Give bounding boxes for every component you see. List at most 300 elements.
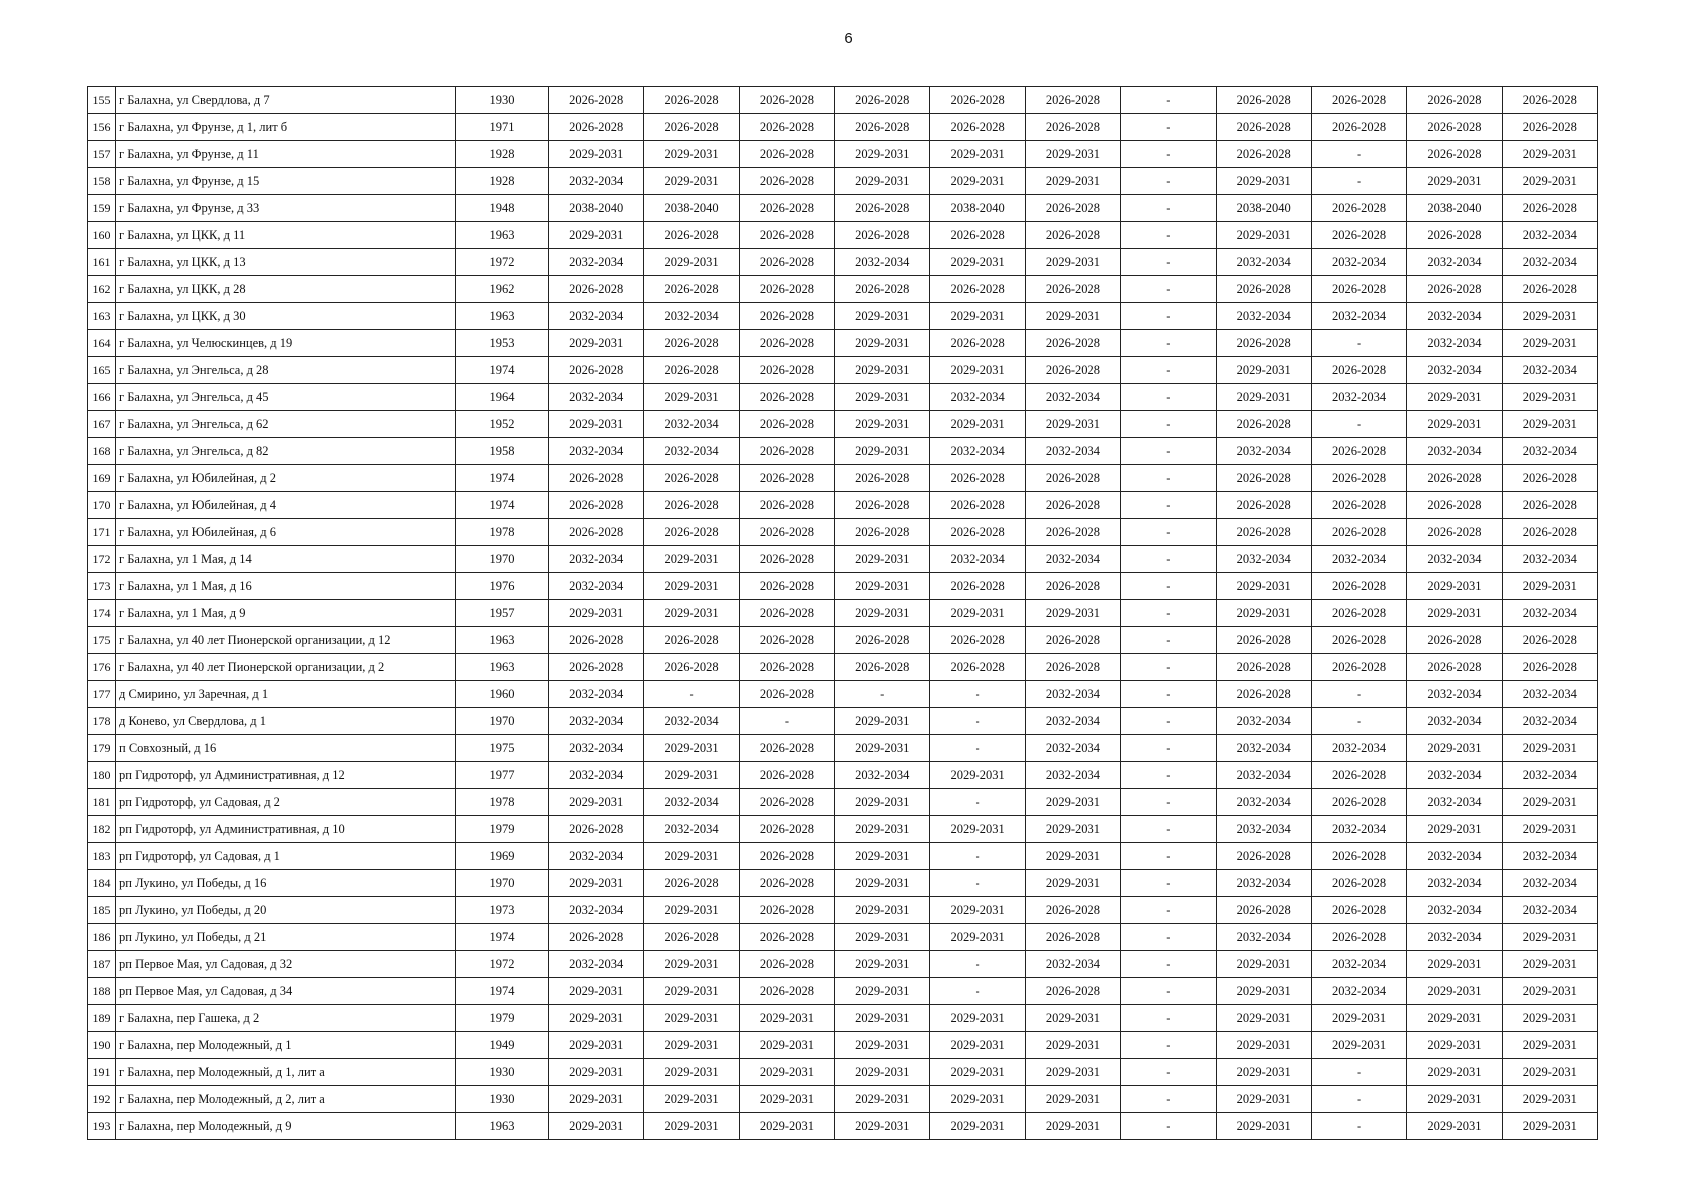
period-cell: 2026-2028 bbox=[739, 789, 834, 816]
table-row bbox=[88, 330, 1598, 357]
period-cell: 2026-2028 bbox=[1216, 330, 1311, 357]
period-cell: 2026-2028 bbox=[835, 465, 930, 492]
period-cell: 2026-2028 bbox=[1502, 492, 1597, 519]
period-cell: 2026-2028 bbox=[1025, 627, 1120, 654]
period-cell: 2026-2028 bbox=[644, 519, 739, 546]
period-cell: 2029-2031 bbox=[1216, 600, 1311, 627]
period-cell: 2026-2028 bbox=[644, 924, 739, 951]
table-row bbox=[88, 573, 1598, 600]
period-cell: 2026-2028 bbox=[930, 573, 1025, 600]
row-number-cell: 172 bbox=[88, 546, 116, 573]
table-row bbox=[88, 1113, 1598, 1140]
period-cell: 2026-2028 bbox=[549, 276, 644, 303]
period-cell: - bbox=[1121, 492, 1216, 519]
period-cell: 2026-2028 bbox=[930, 465, 1025, 492]
period-cell: 2032-2034 bbox=[1502, 708, 1597, 735]
period-cell: 2029-2031 bbox=[644, 1005, 739, 1032]
period-cell: 2026-2028 bbox=[1502, 195, 1597, 222]
period-cell: 2026-2028 bbox=[739, 816, 834, 843]
period-cell: 2026-2028 bbox=[1216, 897, 1311, 924]
period-cell: - bbox=[1121, 195, 1216, 222]
period-cell: 2026-2028 bbox=[1311, 762, 1406, 789]
period-cell: 2029-2031 bbox=[644, 1059, 739, 1086]
year-cell: 1958 bbox=[456, 438, 549, 465]
period-cell: 2029-2031 bbox=[549, 330, 644, 357]
period-cell: 2029-2031 bbox=[930, 303, 1025, 330]
row-number-cell: 160 bbox=[88, 222, 116, 249]
row-number-cell: 163 bbox=[88, 303, 116, 330]
period-cell: 2029-2031 bbox=[930, 168, 1025, 195]
period-cell: 2026-2028 bbox=[549, 924, 644, 951]
period-cell: 2029-2031 bbox=[835, 789, 930, 816]
year-cell: 1979 bbox=[456, 1005, 549, 1032]
period-cell: 2026-2028 bbox=[1502, 654, 1597, 681]
period-cell: 2026-2028 bbox=[1216, 492, 1311, 519]
period-cell: 2026-2028 bbox=[1025, 276, 1120, 303]
period-cell: 2032-2034 bbox=[549, 573, 644, 600]
period-cell: 2029-2031 bbox=[644, 573, 739, 600]
period-cell: 2032-2034 bbox=[1407, 924, 1502, 951]
period-cell: - bbox=[1121, 141, 1216, 168]
period-cell: 2026-2028 bbox=[1407, 492, 1502, 519]
period-cell: 2032-2034 bbox=[549, 708, 644, 735]
row-number-cell: 182 bbox=[88, 816, 116, 843]
period-cell: 2026-2028 bbox=[1025, 465, 1120, 492]
period-cell: 2026-2028 bbox=[1216, 627, 1311, 654]
period-cell: 2029-2031 bbox=[1407, 1113, 1502, 1140]
table-row bbox=[88, 492, 1598, 519]
period-cell: - bbox=[1121, 897, 1216, 924]
period-cell: 2026-2028 bbox=[549, 465, 644, 492]
year-cell: 1963 bbox=[456, 627, 549, 654]
period-cell: 2032-2034 bbox=[1025, 384, 1120, 411]
period-cell: - bbox=[1121, 924, 1216, 951]
row-number-cell: 186 bbox=[88, 924, 116, 951]
year-cell: 1949 bbox=[456, 1032, 549, 1059]
period-cell: 2026-2028 bbox=[1502, 114, 1597, 141]
period-cell: 2026-2028 bbox=[1311, 573, 1406, 600]
table-row bbox=[88, 600, 1598, 627]
period-cell: - bbox=[1121, 843, 1216, 870]
period-cell: 2026-2028 bbox=[739, 438, 834, 465]
period-cell: 2032-2034 bbox=[1311, 816, 1406, 843]
period-cell: 2029-2031 bbox=[739, 1005, 834, 1032]
period-cell: 2026-2028 bbox=[1311, 438, 1406, 465]
period-cell: 2026-2028 bbox=[739, 168, 834, 195]
period-cell: 2026-2028 bbox=[1407, 222, 1502, 249]
year-cell: 1953 bbox=[456, 330, 549, 357]
address-cell: п Совхозный, д 16 bbox=[116, 735, 456, 762]
address-cell: г Балахна, ул Энгельса, д 82 bbox=[116, 438, 456, 465]
period-cell: 2032-2034 bbox=[1407, 708, 1502, 735]
period-cell: 2032-2034 bbox=[549, 762, 644, 789]
period-cell: 2026-2028 bbox=[1025, 87, 1120, 114]
period-cell: 2029-2031 bbox=[930, 249, 1025, 276]
table-row bbox=[88, 276, 1598, 303]
year-cell: 1974 bbox=[456, 465, 549, 492]
period-cell: 2026-2028 bbox=[739, 303, 834, 330]
address-cell: г Балахна, ул 1 Мая, д 9 bbox=[116, 600, 456, 627]
period-cell: 2032-2034 bbox=[1216, 870, 1311, 897]
period-cell: 2032-2034 bbox=[1216, 708, 1311, 735]
period-cell: 2029-2031 bbox=[930, 816, 1025, 843]
period-cell: 2026-2028 bbox=[644, 276, 739, 303]
period-cell: 2026-2028 bbox=[739, 465, 834, 492]
period-cell: - bbox=[1121, 573, 1216, 600]
period-cell: 2032-2034 bbox=[1216, 762, 1311, 789]
period-cell: 2026-2028 bbox=[930, 627, 1025, 654]
period-cell: 2032-2034 bbox=[1407, 897, 1502, 924]
row-number-cell: 188 bbox=[88, 978, 116, 1005]
period-cell: 2032-2034 bbox=[930, 438, 1025, 465]
period-cell: 2026-2028 bbox=[1502, 519, 1597, 546]
period-cell: 2026-2028 bbox=[835, 222, 930, 249]
period-cell: - bbox=[1121, 654, 1216, 681]
row-number-cell: 193 bbox=[88, 1113, 116, 1140]
address-cell: г Балахна, ул Фрунзе, д 33 bbox=[116, 195, 456, 222]
period-cell: 2026-2028 bbox=[644, 465, 739, 492]
period-cell: - bbox=[1311, 168, 1406, 195]
period-cell: 2029-2031 bbox=[1216, 168, 1311, 195]
table-row bbox=[88, 303, 1598, 330]
period-cell: 2026-2028 bbox=[835, 492, 930, 519]
row-number-cell: 189 bbox=[88, 1005, 116, 1032]
table-body bbox=[88, 87, 1598, 1140]
period-cell: 2029-2031 bbox=[1502, 384, 1597, 411]
period-cell: 2029-2031 bbox=[1311, 1032, 1406, 1059]
period-cell: - bbox=[1121, 357, 1216, 384]
period-cell: 2026-2028 bbox=[1407, 627, 1502, 654]
period-cell: 2026-2028 bbox=[739, 114, 834, 141]
period-cell: 2032-2034 bbox=[1216, 546, 1311, 573]
period-cell: 2029-2031 bbox=[644, 546, 739, 573]
period-cell: 2029-2031 bbox=[1216, 384, 1311, 411]
period-cell: 2026-2028 bbox=[739, 627, 834, 654]
period-cell: 2026-2028 bbox=[1025, 654, 1120, 681]
year-cell: 1963 bbox=[456, 654, 549, 681]
period-cell: 2026-2028 bbox=[835, 519, 930, 546]
period-cell: 2029-2031 bbox=[1025, 303, 1120, 330]
period-cell: 2026-2028 bbox=[1025, 357, 1120, 384]
period-cell: - bbox=[644, 681, 739, 708]
period-cell: 2032-2034 bbox=[549, 546, 644, 573]
year-cell: 1978 bbox=[456, 519, 549, 546]
period-cell: 2026-2028 bbox=[1407, 141, 1502, 168]
row-number-cell: 175 bbox=[88, 627, 116, 654]
address-cell: г Балахна, ул 1 Мая, д 14 bbox=[116, 546, 456, 573]
period-cell: 2032-2034 bbox=[1311, 249, 1406, 276]
period-cell: 2029-2031 bbox=[1216, 978, 1311, 1005]
year-cell: 1970 bbox=[456, 870, 549, 897]
period-cell: 2026-2028 bbox=[1311, 897, 1406, 924]
period-cell: 2029-2031 bbox=[835, 1113, 930, 1140]
period-cell: 2029-2031 bbox=[549, 1059, 644, 1086]
period-cell: 2029-2031 bbox=[739, 1032, 834, 1059]
period-cell: 2029-2031 bbox=[1502, 1059, 1597, 1086]
period-cell: 2026-2028 bbox=[1311, 114, 1406, 141]
year-cell: 1974 bbox=[456, 978, 549, 1005]
period-cell: 2032-2034 bbox=[1502, 897, 1597, 924]
period-cell: 2026-2028 bbox=[1311, 627, 1406, 654]
row-number-cell: 174 bbox=[88, 600, 116, 627]
period-cell: 2029-2031 bbox=[644, 978, 739, 1005]
period-cell: 2032-2034 bbox=[1407, 870, 1502, 897]
period-cell: - bbox=[930, 681, 1025, 708]
table-row bbox=[88, 87, 1598, 114]
period-cell: 2026-2028 bbox=[1025, 114, 1120, 141]
period-cell: - bbox=[739, 708, 834, 735]
period-cell: - bbox=[1311, 1086, 1406, 1113]
address-cell: г Балахна, ул Челюскинцев, д 19 bbox=[116, 330, 456, 357]
period-cell: 2029-2031 bbox=[1216, 1005, 1311, 1032]
period-cell: 2029-2031 bbox=[835, 1086, 930, 1113]
period-cell: 2038-2040 bbox=[930, 195, 1025, 222]
period-cell: 2026-2028 bbox=[739, 924, 834, 951]
year-cell: 1957 bbox=[456, 600, 549, 627]
period-cell: 2029-2031 bbox=[835, 1005, 930, 1032]
period-cell: 2026-2028 bbox=[1025, 222, 1120, 249]
table-row bbox=[88, 1032, 1598, 1059]
address-cell: г Балахна, ул Фрунзе, д 11 bbox=[116, 141, 456, 168]
period-cell: 2029-2031 bbox=[1502, 1005, 1597, 1032]
row-number-cell: 167 bbox=[88, 411, 116, 438]
address-cell: д Смирино, ул Заречная, д 1 bbox=[116, 681, 456, 708]
period-cell: 2026-2028 bbox=[1311, 87, 1406, 114]
period-cell: 2029-2031 bbox=[835, 168, 930, 195]
period-cell: 2026-2028 bbox=[1311, 492, 1406, 519]
period-cell: 2029-2031 bbox=[1407, 1086, 1502, 1113]
period-cell: - bbox=[1121, 465, 1216, 492]
period-cell: - bbox=[1121, 870, 1216, 897]
address-cell: г Балахна, ул Юбилейная, д 6 bbox=[116, 519, 456, 546]
period-cell: 2026-2028 bbox=[835, 87, 930, 114]
period-cell: 2032-2034 bbox=[1407, 249, 1502, 276]
period-cell: 2029-2031 bbox=[835, 600, 930, 627]
table-row bbox=[88, 438, 1598, 465]
period-cell: 2032-2034 bbox=[1502, 357, 1597, 384]
table-row bbox=[88, 384, 1598, 411]
year-cell: 1948 bbox=[456, 195, 549, 222]
period-cell: 2026-2028 bbox=[1216, 681, 1311, 708]
year-cell: 1963 bbox=[456, 303, 549, 330]
period-cell: 2026-2028 bbox=[1311, 870, 1406, 897]
address-cell: г Балахна, пер Молодежный, д 1 bbox=[116, 1032, 456, 1059]
period-cell: - bbox=[1121, 330, 1216, 357]
period-cell: 2029-2031 bbox=[835, 1032, 930, 1059]
period-cell: 2029-2031 bbox=[1216, 573, 1311, 600]
address-cell: г Балахна, ул Юбилейная, д 2 bbox=[116, 465, 456, 492]
period-cell: 2029-2031 bbox=[1025, 816, 1120, 843]
row-number-cell: 166 bbox=[88, 384, 116, 411]
period-cell: 2032-2034 bbox=[1502, 438, 1597, 465]
row-number-cell: 181 bbox=[88, 789, 116, 816]
period-cell: 2029-2031 bbox=[1407, 951, 1502, 978]
address-cell: г Балахна, пер Гашека, д 2 bbox=[116, 1005, 456, 1032]
period-cell: 2029-2031 bbox=[1407, 573, 1502, 600]
period-cell: 2032-2034 bbox=[1216, 438, 1311, 465]
period-cell: 2026-2028 bbox=[1311, 600, 1406, 627]
period-cell: 2029-2031 bbox=[1407, 1059, 1502, 1086]
period-cell: 2029-2031 bbox=[1407, 816, 1502, 843]
period-cell: 2032-2034 bbox=[644, 411, 739, 438]
period-cell: 2029-2031 bbox=[1502, 330, 1597, 357]
address-cell: г Балахна, ул 40 лет Пионерской организации, д 2 bbox=[116, 654, 456, 681]
table-row bbox=[88, 762, 1598, 789]
period-cell: 2026-2028 bbox=[930, 492, 1025, 519]
period-cell: 2029-2031 bbox=[1502, 411, 1597, 438]
row-number-cell: 169 bbox=[88, 465, 116, 492]
year-cell: 1930 bbox=[456, 1086, 549, 1113]
period-cell: 2032-2034 bbox=[1216, 735, 1311, 762]
period-cell: 2029-2031 bbox=[644, 141, 739, 168]
period-cell: 2029-2031 bbox=[835, 816, 930, 843]
address-cell: рп Гидроторф, ул Административная, д 12 bbox=[116, 762, 456, 789]
period-cell: - bbox=[1311, 411, 1406, 438]
period-cell: 2026-2028 bbox=[1502, 627, 1597, 654]
period-cell: 2026-2028 bbox=[1216, 843, 1311, 870]
period-cell: 2029-2031 bbox=[835, 951, 930, 978]
period-cell: 2029-2031 bbox=[835, 303, 930, 330]
address-cell: г Балахна, ул ЦКК, д 30 bbox=[116, 303, 456, 330]
row-number-cell: 183 bbox=[88, 843, 116, 870]
period-cell: 2029-2031 bbox=[644, 843, 739, 870]
year-cell: 1970 bbox=[456, 708, 549, 735]
period-cell: 2026-2028 bbox=[1407, 465, 1502, 492]
period-cell: 2026-2028 bbox=[644, 654, 739, 681]
period-cell: 2026-2028 bbox=[1311, 465, 1406, 492]
period-cell: 2026-2028 bbox=[739, 492, 834, 519]
period-cell: 2032-2034 bbox=[644, 438, 739, 465]
period-cell: 2032-2034 bbox=[1216, 816, 1311, 843]
row-number-cell: 155 bbox=[88, 87, 116, 114]
table-row bbox=[88, 870, 1598, 897]
period-cell: 2026-2028 bbox=[1311, 357, 1406, 384]
row-number-cell: 173 bbox=[88, 573, 116, 600]
table-row bbox=[88, 1059, 1598, 1086]
period-cell: 2026-2028 bbox=[1502, 465, 1597, 492]
row-number-cell: 165 bbox=[88, 357, 116, 384]
period-cell: 2026-2028 bbox=[549, 492, 644, 519]
year-cell: 1972 bbox=[456, 249, 549, 276]
period-cell: 2032-2034 bbox=[1407, 843, 1502, 870]
period-cell: 2032-2034 bbox=[1502, 762, 1597, 789]
table-row bbox=[88, 546, 1598, 573]
period-cell: 2029-2031 bbox=[1025, 168, 1120, 195]
row-number-cell: 185 bbox=[88, 897, 116, 924]
period-cell: - bbox=[930, 951, 1025, 978]
address-cell: рп Первое Мая, ул Садовая, д 34 bbox=[116, 978, 456, 1005]
table-row bbox=[88, 519, 1598, 546]
period-cell: 2026-2028 bbox=[644, 492, 739, 519]
period-cell: 2032-2034 bbox=[930, 384, 1025, 411]
period-cell: - bbox=[930, 843, 1025, 870]
period-cell: 2029-2031 bbox=[1311, 1005, 1406, 1032]
period-cell: 2026-2028 bbox=[1311, 789, 1406, 816]
period-cell: 2026-2028 bbox=[1311, 276, 1406, 303]
address-cell: рп Гидроторф, ул Садовая, д 1 bbox=[116, 843, 456, 870]
period-cell: 2029-2031 bbox=[1216, 1032, 1311, 1059]
period-cell: 2026-2028 bbox=[1407, 87, 1502, 114]
period-cell: 2029-2031 bbox=[1216, 222, 1311, 249]
address-cell: рп Лукино, ул Победы, д 16 bbox=[116, 870, 456, 897]
row-number-cell: 192 bbox=[88, 1086, 116, 1113]
period-cell: 2026-2028 bbox=[1216, 114, 1311, 141]
period-cell: 2026-2028 bbox=[644, 330, 739, 357]
period-cell: 2032-2034 bbox=[1502, 843, 1597, 870]
period-cell: 2029-2031 bbox=[644, 762, 739, 789]
period-cell: 2032-2034 bbox=[1025, 546, 1120, 573]
period-cell: 2032-2034 bbox=[1216, 249, 1311, 276]
period-cell: 2029-2031 bbox=[1502, 573, 1597, 600]
period-cell: 2029-2031 bbox=[1216, 1059, 1311, 1086]
period-cell: - bbox=[1311, 1059, 1406, 1086]
table-row bbox=[88, 249, 1598, 276]
period-cell: - bbox=[1121, 735, 1216, 762]
table-row bbox=[88, 1005, 1598, 1032]
period-cell: 2032-2034 bbox=[1025, 951, 1120, 978]
period-cell: - bbox=[1121, 951, 1216, 978]
period-cell: 2026-2028 bbox=[549, 627, 644, 654]
period-cell: 2029-2031 bbox=[1502, 789, 1597, 816]
period-cell: 2032-2034 bbox=[1502, 600, 1597, 627]
table-row bbox=[88, 1086, 1598, 1113]
period-cell: - bbox=[1121, 627, 1216, 654]
period-cell: 2032-2034 bbox=[1311, 546, 1406, 573]
period-cell: 2029-2031 bbox=[739, 1086, 834, 1113]
year-cell: 1930 bbox=[456, 87, 549, 114]
year-cell: 1930 bbox=[456, 1059, 549, 1086]
table-row bbox=[88, 222, 1598, 249]
period-cell: 2029-2031 bbox=[930, 141, 1025, 168]
period-cell: 2032-2034 bbox=[1025, 681, 1120, 708]
period-cell: - bbox=[835, 681, 930, 708]
row-number-cell: 170 bbox=[88, 492, 116, 519]
address-cell: д Конево, ул Свердлова, д 1 bbox=[116, 708, 456, 735]
address-cell: г Балахна, ул 1 Мая, д 16 bbox=[116, 573, 456, 600]
period-cell: 2026-2028 bbox=[739, 870, 834, 897]
period-cell: 2032-2034 bbox=[1216, 924, 1311, 951]
period-cell: 2032-2034 bbox=[1216, 303, 1311, 330]
period-cell: 2029-2031 bbox=[835, 735, 930, 762]
year-cell: 1928 bbox=[456, 141, 549, 168]
period-cell: 2026-2028 bbox=[739, 735, 834, 762]
period-cell: 2026-2028 bbox=[1025, 897, 1120, 924]
period-cell: 2029-2031 bbox=[930, 1059, 1025, 1086]
row-number-cell: 191 bbox=[88, 1059, 116, 1086]
address-cell: рп Гидроторф, ул Садовая, д 2 bbox=[116, 789, 456, 816]
period-cell: 2029-2031 bbox=[1407, 600, 1502, 627]
period-cell: 2029-2031 bbox=[1216, 357, 1311, 384]
row-number-cell: 184 bbox=[88, 870, 116, 897]
period-cell: 2029-2031 bbox=[644, 1086, 739, 1113]
period-cell: 2029-2031 bbox=[1407, 1032, 1502, 1059]
period-cell: 2026-2028 bbox=[1407, 519, 1502, 546]
period-cell: 2029-2031 bbox=[1407, 735, 1502, 762]
period-cell: 2026-2028 bbox=[835, 195, 930, 222]
address-cell: г Балахна, пер Молодежный, д 9 bbox=[116, 1113, 456, 1140]
row-number-cell: 158 bbox=[88, 168, 116, 195]
period-cell: 2029-2031 bbox=[835, 357, 930, 384]
period-cell: - bbox=[1121, 978, 1216, 1005]
period-cell: 2029-2031 bbox=[930, 1005, 1025, 1032]
period-cell: 2029-2031 bbox=[1407, 1005, 1502, 1032]
period-cell: 2029-2031 bbox=[644, 951, 739, 978]
period-cell: 2026-2028 bbox=[1407, 276, 1502, 303]
period-cell: 2029-2031 bbox=[644, 1032, 739, 1059]
period-cell: 2026-2028 bbox=[549, 816, 644, 843]
period-cell: - bbox=[1121, 411, 1216, 438]
period-cell: 2026-2028 bbox=[1216, 519, 1311, 546]
